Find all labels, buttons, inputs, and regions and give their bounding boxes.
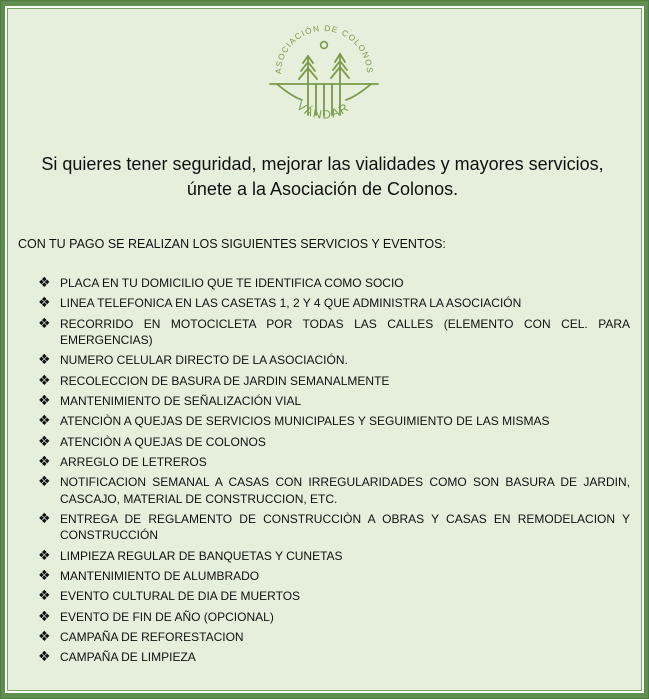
headline-line-1: Si quieres tener seguridad, mejorar las vialidades y mayores servicios,: [41, 154, 604, 174]
service-item-text: NOTIFICACION SEMANAL A CASAS CON IRREGULARIDADES COMO SON BASURA DE JARDIN, CASCAJO, MATERIAL DE CONSTRUCCION, ETC.: [60, 475, 630, 506]
diamond-bullet-icon: ❖: [38, 628, 51, 645]
list-item: [38, 316, 630, 349]
list-item: [38, 413, 630, 430]
diamond-bullet-icon: ❖: [38, 413, 51, 430]
service-item-text: ATENCIÒN A QUEJAS DE SERVICIOS MUNICIPALES Y SEGUIMIENTO DE LAS MISMAS: [60, 414, 550, 429]
diamond-bullet-icon: ❖: [38, 474, 51, 491]
intro-text: CON TU PAGO SE REALIZAN LOS SIGUIENTES SERVICIOS Y EVENTOS:: [18, 237, 446, 251]
service-item-text: EVENTO CULTURAL DE DIA DE MUERTOS: [60, 589, 301, 604]
service-item-text: ARREGLO DE LETREROS: [60, 454, 207, 469]
service-item-text: LIMPIEZA REGULAR DE BANQUETAS Y CUNETAS: [60, 548, 343, 563]
headline-line-2: únete a la Asociación de Colonos.: [186, 179, 459, 199]
list-item: [38, 352, 630, 369]
list-item: [38, 454, 630, 471]
services-list: [38, 275, 630, 670]
headline: [10, 152, 635, 202]
diamond-bullet-icon: ❖: [38, 453, 51, 470]
diamond-bullet-icon: ❖: [38, 510, 51, 527]
list-item: [38, 511, 630, 544]
service-item-text: ATENCIÒN A QUEJAS DE COLONOS: [60, 434, 266, 449]
diamond-bullet-icon: ❖: [38, 392, 51, 409]
list-item: [38, 275, 630, 292]
diamond-bullet-icon: ❖: [38, 352, 51, 369]
service-item-text: PLACA EN TU DOMICILIO QUE TE IDENTIFICA COMO SOCIO: [60, 276, 404, 290]
list-item: [38, 434, 630, 451]
service-item-text: LINEA TELEFONICA EN LAS CASETAS 1, 2 Y 4 QUE ADMINISTRA LA ASOCIACIÓN: [60, 296, 522, 311]
list-item: [38, 548, 630, 565]
diamond-bullet-icon: ❖: [38, 649, 51, 666]
diamond-bullet-icon: ❖: [38, 433, 51, 450]
diamond-bullet-icon: ❖: [38, 568, 51, 585]
diamond-bullet-icon: ❖: [38, 588, 51, 605]
association-logo: [265, 14, 383, 132]
logo-arc-top: ASOCIACIÓN DE COLONOS: [272, 22, 376, 75]
service-item-text: MANTENIMIENTO DE ALUMBRADO: [60, 569, 260, 584]
service-item-text: ENTREGA DE REGLAMENTO DE CONSTRUCCIÒN A OBRAS Y CASAS EN REMODELACION Y CONSTRUCCIÓN: [60, 511, 630, 543]
list-item: [38, 393, 630, 410]
service-item-text: EVENTO DE FIN DE AÑO (OPCIONAL): [60, 609, 274, 624]
diamond-bullet-icon: ❖: [38, 295, 51, 312]
list-item: [38, 373, 630, 390]
logo-arc-bottom: VÁNDAR: [294, 98, 352, 122]
service-item-text: NUMERO CELULAR DIRECTO DE LA ASOCIACIÓN.: [60, 353, 348, 368]
diamond-bullet-icon: ❖: [38, 372, 51, 389]
list-item: [38, 568, 630, 585]
service-item-text: CAMPAÑA DE LIMPIEZA: [60, 650, 196, 665]
service-item-text: RECOLECCION DE BASURA DE JARDIN SEMANALMENTE: [60, 373, 390, 388]
service-item-text: RECORRIDO EN MOTOCICLETA POR TODAS LAS CALLES (ELEMENTO CON CEL. PARA EMERGENCIAS): [60, 316, 630, 348]
list-item: [38, 474, 630, 507]
diamond-bullet-icon: ❖: [38, 275, 51, 291]
list-item: [38, 588, 630, 605]
service-item-text: MANTENIMIENTO DE SEÑALIZACIÓN VIAL: [60, 393, 302, 408]
list-item: [38, 295, 630, 312]
service-item-text: CAMPAÑA DE REFORESTACION: [60, 629, 244, 644]
diamond-bullet-icon: ❖: [38, 315, 51, 332]
diamond-bullet-icon: ❖: [38, 547, 51, 564]
list-item: [38, 649, 630, 666]
list-item: [38, 629, 630, 646]
list-item: [38, 609, 630, 626]
diamond-bullet-icon: ❖: [38, 608, 51, 625]
